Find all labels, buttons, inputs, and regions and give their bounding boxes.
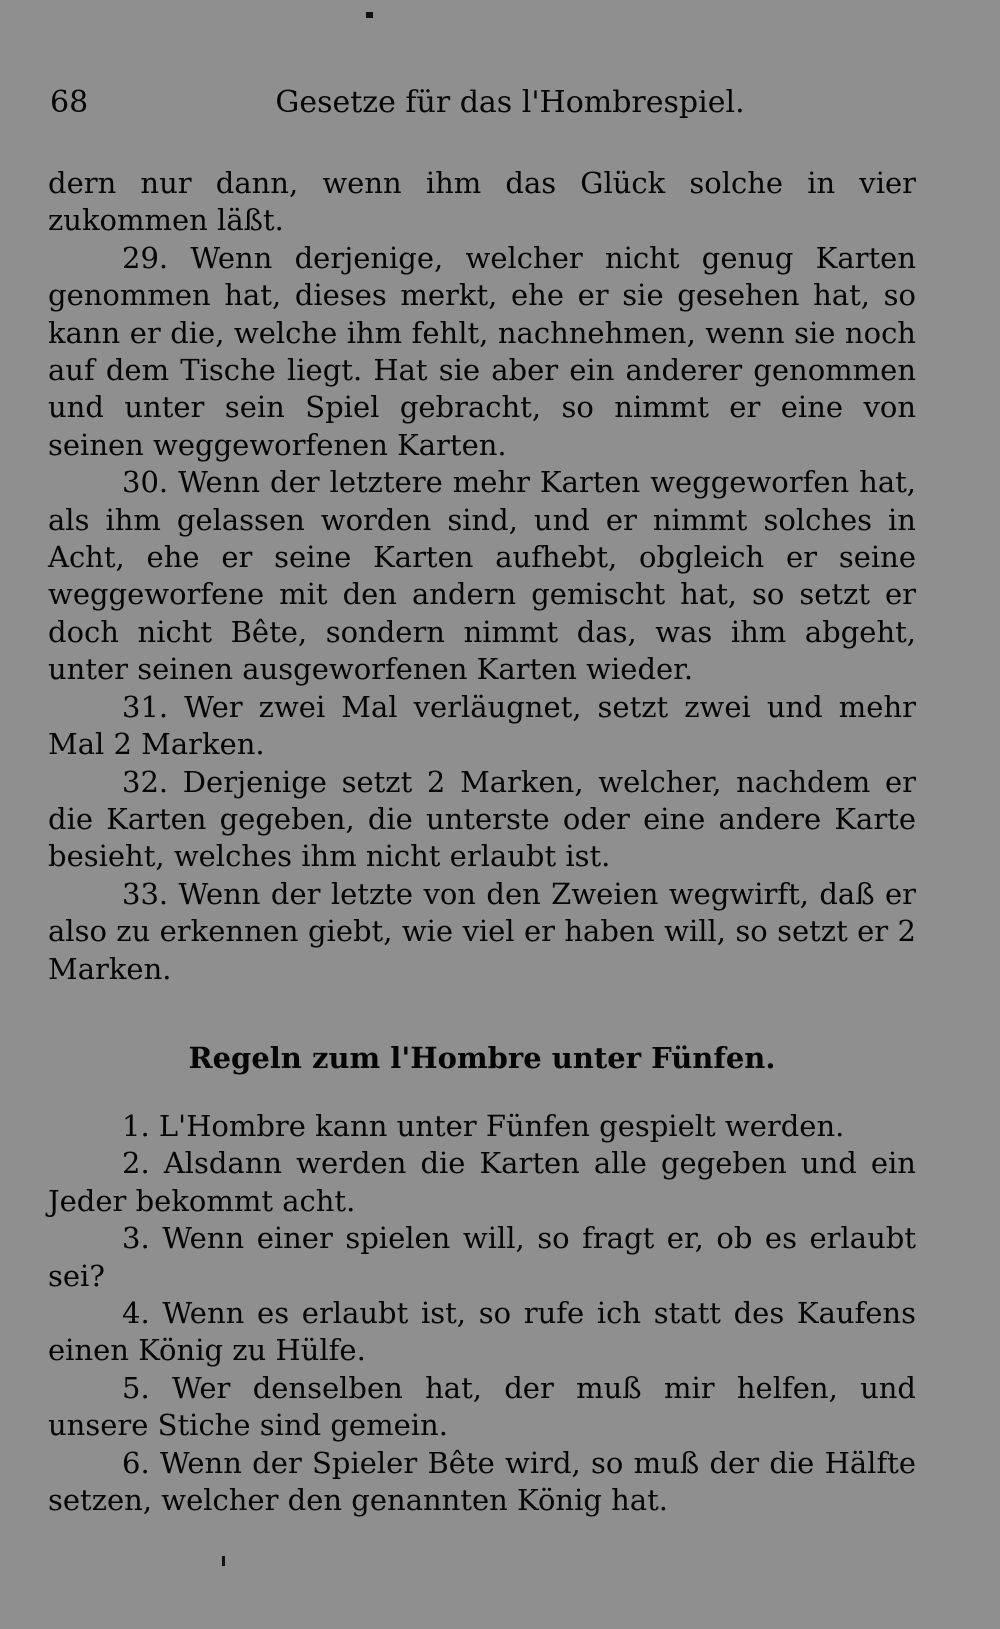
body-text bbox=[48, 165, 916, 988]
section-rule-3: 3. Wenn einer spielen will, so fragt er, ob es erlaubt sei? bbox=[48, 1221, 916, 1293]
running-title: Gesetze für das l'Hombrespiel. bbox=[275, 85, 745, 120]
section-rule-6: 6. Wenn der Spieler Bête wird, so muß der die Hälfte setzen, welcher den genannten König hat. bbox=[48, 1445, 916, 1518]
ink-speck-top bbox=[366, 12, 373, 18]
section-rule-5: 5. Wer denselben hat, der muß mir helfen, und unsere Stiche sind gemein. bbox=[48, 1370, 916, 1443]
ink-speck-bottom bbox=[222, 1556, 225, 1566]
paragraph-rule-29: 29. Wenn derjenige, welcher nicht genug Karten genommen hat, dieses merkt, ehe er sie gesehen hat, so kann er die, welche ihm fehlt, nachnehmen, wenn sie noch auf dem Tische liegt. Hat sie aber ein anderer genommen und unter sein Spiel gebracht, so nimmt er eine von seinen weggeworfenen Karten. bbox=[48, 240, 916, 462]
paragraph-continuation: dern nur dann, wenn ihm das Glück solche in vier zukommen läßt. bbox=[48, 166, 916, 238]
section-heading: Regeln zum l'Hombre unter Fünfen. bbox=[188, 1041, 776, 1075]
section-rules bbox=[48, 1108, 916, 1519]
section-rule-2: 2. Alsdann werden die Karten alle gegeben und ein Jeder bekommt acht. bbox=[48, 1146, 916, 1218]
page-header bbox=[50, 78, 913, 128]
paragraph-rule-30: 30. Wenn der letztere mehr Karten weggeworfen hat, als ihm gelassen worden sind, und er nimmt solches in Acht, ehe er seine Karten aufhebt, obgleich er seine weggeworfene mit den andern gemischt hat, so setzt er doch nicht Bête, sondern nimmt das, was ihm abgeht, unter seinen ausgeworfenen Karten wieder. bbox=[48, 465, 916, 687]
paragraph-rule-33: 33. Wenn der letzte von den Zweien wegwirft, daß er also zu erkennen giebt, wie viel er haben will, so setzt er 2 Marken. bbox=[48, 876, 916, 986]
section-rule-1: 1. L'Hombre kann unter Fünfen gespielt werden. bbox=[122, 1109, 845, 1143]
paragraph-rule-31: 31. Wer zwei Mal verläugnet, setzt zwei und mehr Mal 2 Marken. bbox=[48, 689, 916, 762]
paragraph-rule-32: 32. Derjenige setzt 2 Marken, welcher, nachdem er die Karten gegeben, die unterste oder eine andere Karte besieht, welches ihm nicht erlaubt ist. bbox=[48, 764, 916, 874]
section-rule-4: 4. Wenn es erlaubt ist, so rufe ich statt des Kaufens einen König zu Hülfe. bbox=[48, 1296, 916, 1368]
page-number: 68 bbox=[50, 85, 89, 120]
